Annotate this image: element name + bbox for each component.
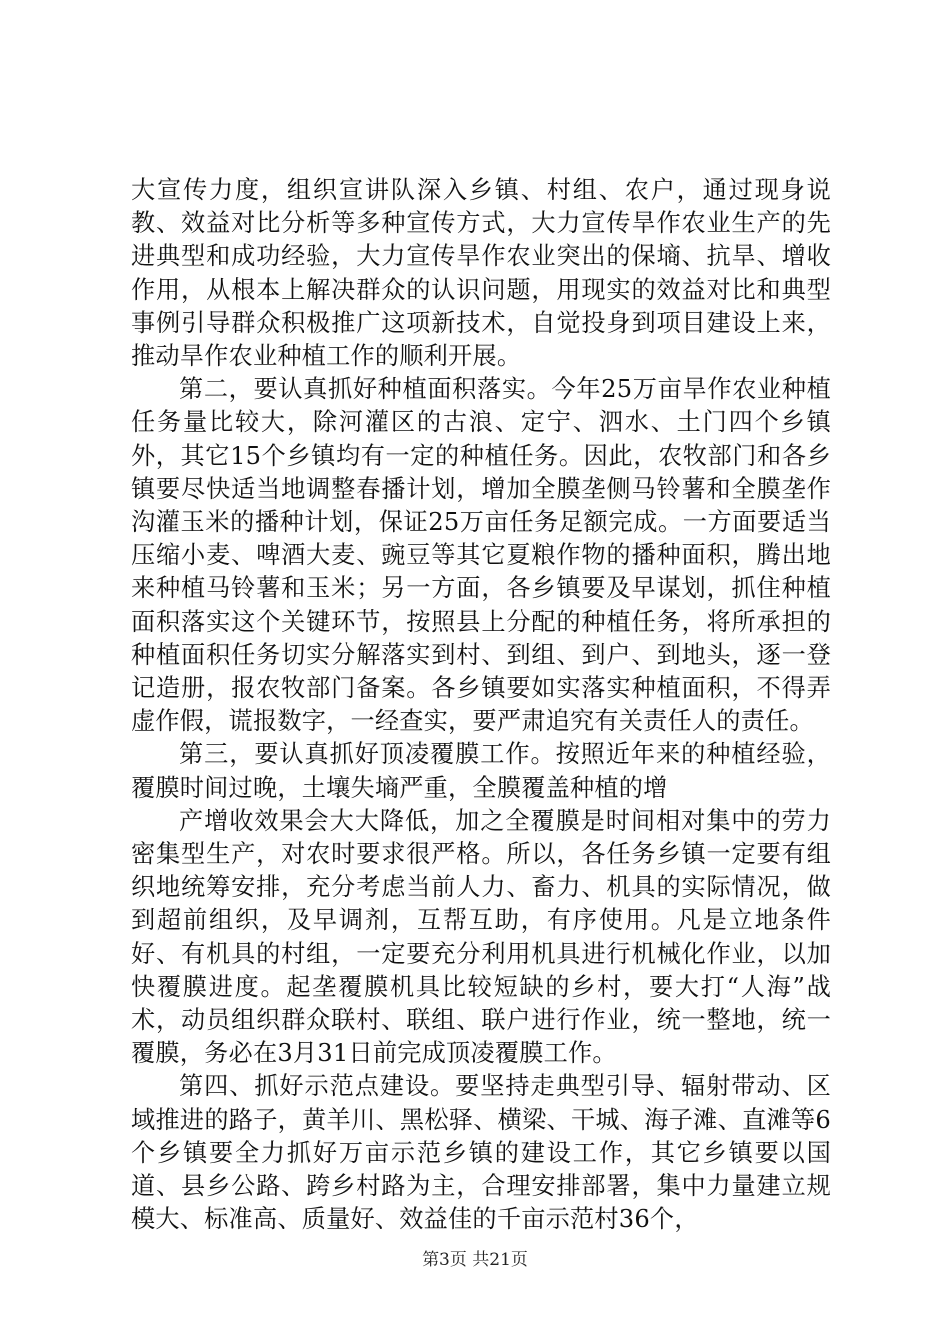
page-number-footer: 第3页 共21页 [422, 1250, 528, 1270]
paragraph-second-point: 第二，要认真抓好种植面积落实。今年25万亩旱作农业种植任务量比较大，除河灌区的古浪、定宁、泗水、土门四个乡镇外，其它15个乡镇均有一定的种植任务。因此，农牧部门和各乡镇要尽快适当地调整春播计划，增加全膜垄侧马铃薯和全膜垄作沟灌玉米的播种计划，保证25万亩任务足额完成。一方面要适当压缩小麦、啤酒大麦、豌豆等其它夏粮作物的播种面积，腾出地来种植马铃薯和玉米；另一方面，各乡镇要及早谋划，抓住种植面积落实这个关键环节，按照县上分配的种植任务，将所承担的种植面积任务切实分解落实到村、到组、到户、到地头，逐一登记造册，报农牧部门备案。各乡镇要如实落实种植面积，不得弄虚作假，谎报数字，一经查实，要严肃追究有关责任人的责任。 [131, 375, 831, 736]
paragraph-third-point: 第三，要认真抓好顶凌覆膜工作。按照近年来的种植经验，覆膜时间过晚，土壤失墒严重，全膜覆盖种植的增 [131, 740, 831, 802]
paragraph-fourth-point: 第四、抓好示范点建设。要坚持走典型引导、辐射带动、区域推进的路子，黄羊川、黑松驿、横梁、干城、海子滩、直滩等6个乡镇要全力抓好万亩示范乡镇的建设工作，其它乡镇要以国道、县乡公路、跨乡村路为主，合理安排部署，集中力量建立规模大、标准高、质量好、效益佳的千亩示范村36个， [131, 1072, 831, 1234]
paragraph-continuation: 大宣传力度，组织宣讲队深入乡镇、村组、农户，通过现身说教、效益对比分析等多种宣传方式，大力宣传旱作农业生产的先进典型和成功经验，大力宣传旱作农业突出的保墒、抗旱、增收作用，从根本上解决群众的认识问题，用现实的效益对比和典型事例引导群众积极推广这项新技术，自觉投身到项目建设上来，推动旱作农业种植工作的顺利开展。 [131, 176, 831, 371]
document-body [131, 174, 831, 1237]
paragraph-third-point-continued: 产增收效果会大大降低，加之全覆膜是时间相对集中的劳力密集型生产，对农时要求很严格。所以，各任务乡镇一定要有组织地统筹安排，充分考虑当前人力、畜力、机具的实际情况，做到超前组织，及早调剂，互帮互助，有序使用。凡是立地条件好、有机具的村组，一定要充分利用机具进行机械化作业，以加快覆膜进度。起垄覆膜机具比较短缺的乡村，要大打“人海”战术，动员组织群众联村、联组、联户进行作业，统一整地，统一覆膜，务必在3月31日前完成顶凌覆膜工作。 [131, 806, 831, 1068]
